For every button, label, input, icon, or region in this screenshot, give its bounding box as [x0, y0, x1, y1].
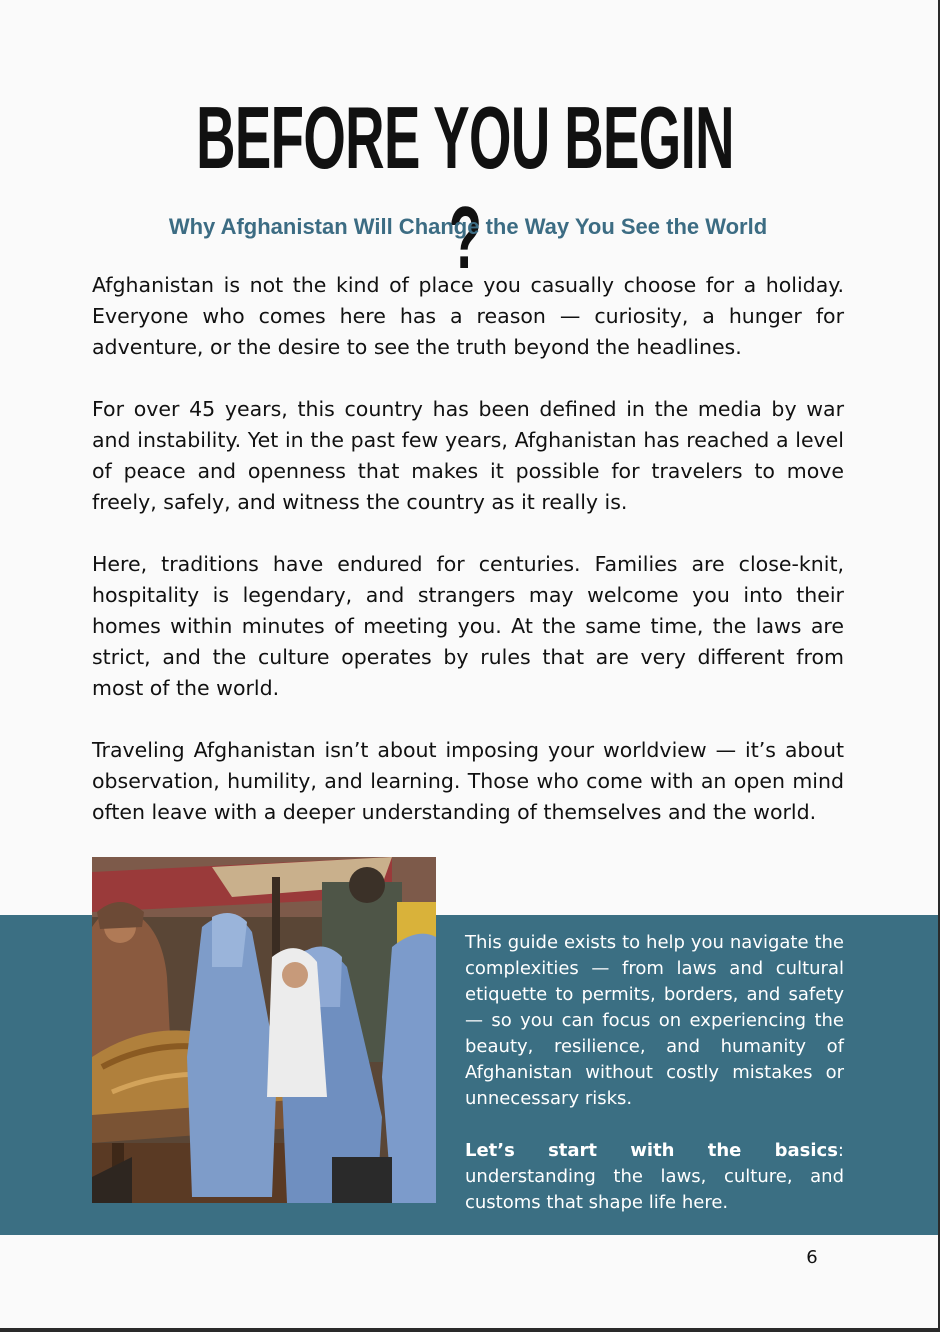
market-photo — [92, 857, 436, 1203]
callout-lead — [465, 1138, 844, 1216]
page-number: 6 — [806, 1247, 818, 1268]
paragraph-4: Traveling Afghanistan isn’t about imposing your worldview — it’s about observation, humility, and learning. Those who come with an open mind often leave with a deeper understanding of themselves and the world. — [92, 738, 844, 824]
page-subtitle: Why Afghanistan Will Change the Way You See the World — [168, 214, 768, 239]
paragraph-2: For over 45 years, this country has been defined in the media by war and instability. Yet in the past few years, Afghanistan has reached a level of peace and openness that makes it possible for travelers to move freely, safely, and witness the country as it really is. — [92, 397, 844, 514]
paragraph-3: Here, traditions have endured for centuries. Families are close-knit, hospitality is legendary, and strangers may welcome you into their homes within minutes of meeting you. At the same time, the laws are strict, and the culture operates by rules that are very different from most of the world. — [92, 552, 844, 700]
callout-paragraph: This guide exists to help you navigate the complexities — from laws and cultural etiquette to permits, borders, and safety — so you can focus on experiencing the beauty, resilience, and humanity of Afghanistan without costly mistakes or unnecessary risks. — [465, 932, 844, 1109]
intro-body — [92, 270, 844, 859]
callout-text — [465, 930, 844, 1216]
paragraph-1: Afghanistan is not the kind of place you casually choose for a holiday. Everyone who comes here has a reason — curiosity, a hunger for adventure, or the desire to see the truth beyond the headlines. — [92, 273, 844, 359]
callout-lead-bold: Let’s start with the basics — [465, 1140, 838, 1161]
page-title: BEFORE YOU BEGIN ? — [196, 88, 734, 287]
callout-lead-rest: : understanding the laws, culture, and customs that shape life here. — [465, 1140, 844, 1213]
